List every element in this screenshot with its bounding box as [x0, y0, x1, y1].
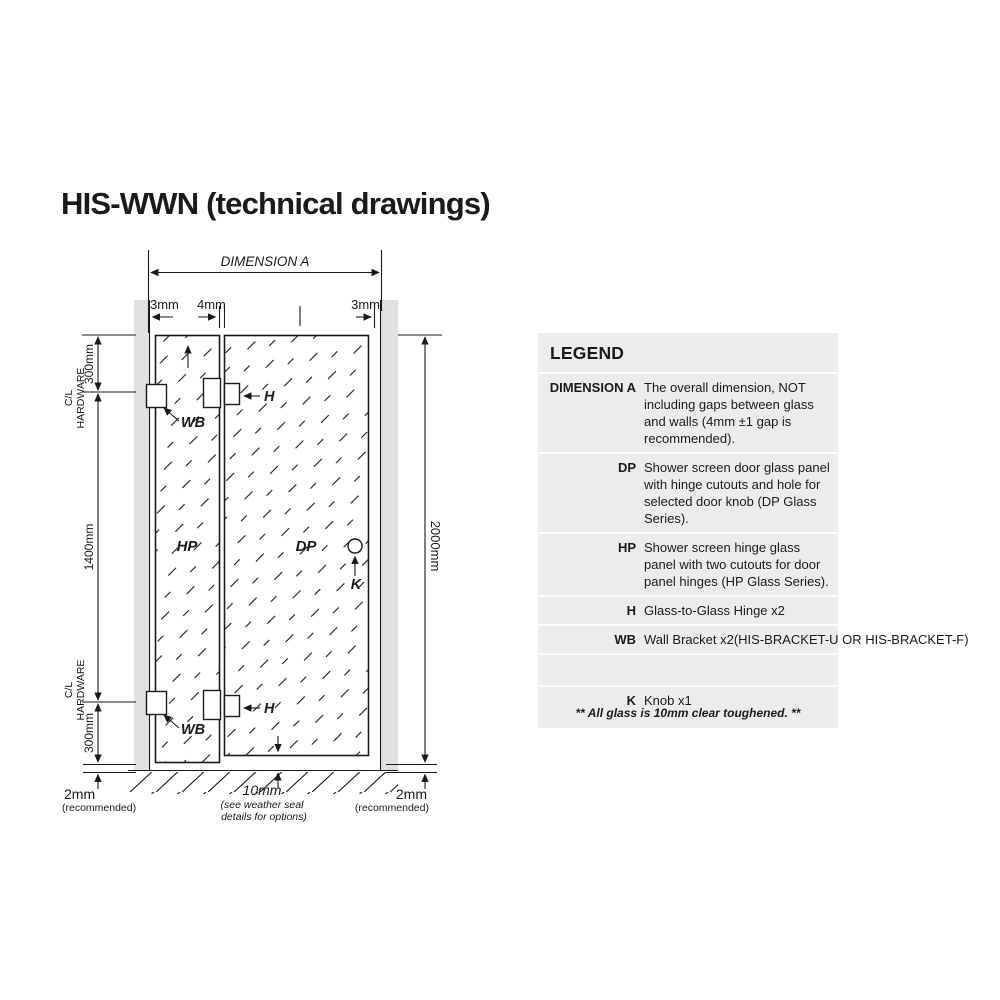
wall-bracket-shape: [147, 385, 167, 408]
legend-term: [538, 660, 636, 680]
gap-right-label: 3mm: [351, 297, 380, 312]
legend-term: K: [626, 693, 636, 708]
legend-description: The overall dimension, NOT including gaps between glass and walls (4mm ±1 gap is recommended).: [644, 380, 814, 446]
knob-hole-icon: [348, 539, 362, 553]
legend-term: DP: [617, 460, 636, 475]
legend-description: Glass-to-Glass Hinge x2: [644, 603, 785, 618]
door-panel-label: DP: [295, 538, 317, 555]
hinge-label: H: [264, 389, 275, 405]
left-dimension-chain: [62, 335, 136, 814]
legend-description: Knob x1: [644, 693, 692, 708]
legend-description: Wall Bracket x2(HIS-BRACKET-U OR HIS-BRACKET-F): [644, 632, 969, 647]
dim-1400-label: 1400mm: [82, 523, 96, 571]
hinge-shape: [204, 691, 221, 720]
hinge-shape: [204, 379, 221, 408]
floor-mid-note: details for options): [221, 811, 307, 823]
legend-row-dp: [538, 452, 838, 532]
dimension-a: [149, 250, 382, 333]
legend-row-hp: [538, 532, 838, 595]
right-wall: [380, 300, 398, 770]
dimension-a-label: DIMENSION A: [220, 254, 310, 269]
legend-description: Shower screen hinge glass panel with two cutouts for door panel hinges (HP Glass Series).: [644, 540, 829, 589]
legend-description: [644, 660, 830, 680]
cl-hardware-label: C/L: [63, 389, 75, 407]
hinge-shape: [225, 384, 240, 405]
cl-hardware-label: HARDWARE: [75, 367, 87, 429]
glass-footnote: ** All glass is 10mm clear toughened. **: [575, 706, 801, 720]
gap-dimensions: [150, 297, 380, 328]
legend-row-empty: [538, 653, 838, 685]
floor-left-note: (recommended): [62, 802, 137, 814]
legend-row-dimension-a: [538, 372, 838, 452]
technical-drawing: [55, 235, 475, 835]
floor-right-dim-label: 2mm: [395, 786, 427, 802]
floor-mid-note: (see weather seal: [220, 799, 304, 811]
legend-row-wb: [538, 624, 969, 653]
cl-hardware-label: HARDWARE: [75, 659, 87, 721]
legend-description: Shower screen door glass panel with hinge cutouts and hole for selected door knob (DP Glass Series).: [644, 460, 830, 526]
gap-left-label: 3mm: [150, 297, 179, 312]
legend-panel: [538, 333, 969, 728]
page-title: HIS-WWN (technical drawings): [61, 186, 490, 221]
floor-mid-dim-label: 10mm: [242, 782, 282, 798]
wall-bracket-shape: [147, 692, 167, 715]
floor-right-note: (recommended): [354, 802, 429, 814]
dim-2000-label: 2000mm: [428, 520, 443, 572]
legend-title: LEGEND: [550, 343, 625, 363]
floor-left-dim-label: 2mm: [64, 786, 96, 802]
cl-hardware-label: C/L: [63, 681, 75, 699]
bracket-label: WB: [181, 722, 206, 738]
legend-term: WB: [614, 632, 636, 647]
legend-row-h: [538, 595, 838, 624]
legend-term: HP: [617, 540, 636, 555]
hinge-shape: [225, 696, 240, 717]
hinge-label: H: [264, 701, 275, 717]
dim-300-bottom-label: 300mm: [82, 712, 96, 754]
legend-term: DIMENSION A: [549, 380, 636, 395]
gap-mid-label: 4mm: [197, 297, 226, 312]
legend-term: H: [626, 603, 636, 618]
hinge-panel-label: HP: [176, 538, 198, 555]
bracket-label: WB: [181, 415, 206, 431]
knob-label: K: [350, 577, 362, 593]
dim-300-top-label: 300mm: [82, 343, 96, 385]
